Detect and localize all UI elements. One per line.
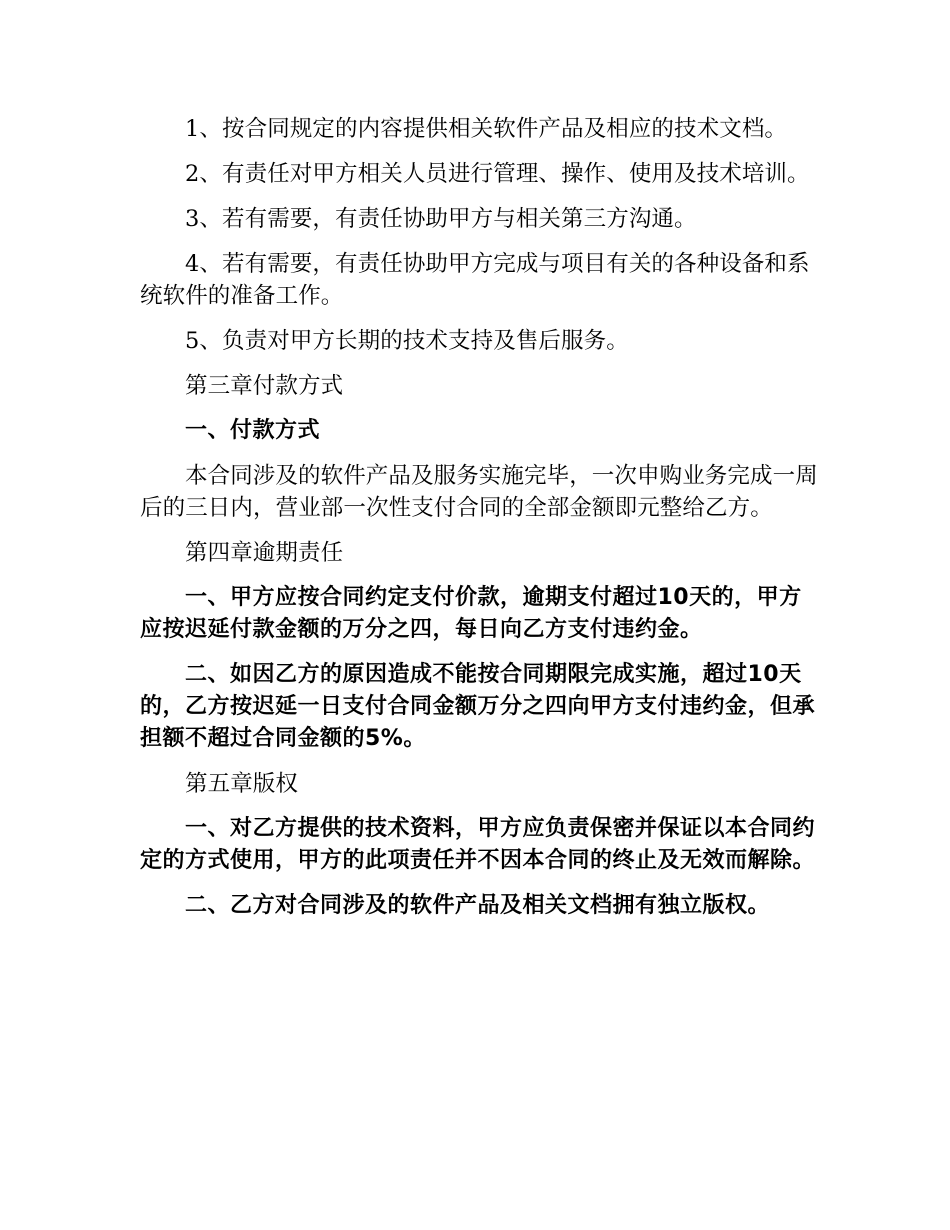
paragraph-obligation-4: 4、若有需要，有责任协助甲方完成与项目有关的各种设备和系统软件的准备工作。: [140, 251, 810, 309]
paragraph-obligation-2: 2、有责任对甲方相关人员进行管理、操作、使用及技术培训。: [185, 161, 810, 187]
paragraph-obligation-5: 5、负责对甲方长期的技术支持及售后服务。: [185, 328, 629, 354]
chapter-heading-payment: 第三章付款方式: [185, 373, 344, 399]
paragraph-obligation-3: 3、若有需要，有责任协助甲方与相关第三方沟通。: [185, 206, 697, 232]
section-heading-payment-method: 一、付款方式: [185, 418, 321, 443]
document-page: [140, 113, 820, 935]
chapter-heading-overdue: 第四章逾期责任: [185, 540, 344, 566]
paragraph-overdue-party-a: 一、甲方应按合同约定支付价款，逾期支付超过10天的，甲方应按迟延付款金额的万分之四，每日向乙方支付违约金。: [140, 585, 802, 642]
paragraph-overdue-party-b: 二、如因乙方的原因造成不能按合同期限完成实施，超过10天的，乙方按迟延一日支付合同金额万分之四向甲方支付违约金，但承担额不超过合同金额的5%。: [140, 662, 816, 751]
paragraph-obligation-1: 1、按合同规定的内容提供相关软件产品及相应的技术文档。: [185, 116, 788, 142]
paragraph-copyright-1: 一、对乙方提供的技术资料，甲方应负责保密并保证以本合同约定的方式使用，甲方的此项责任并不因本合同的终止及无效而解除。: [140, 816, 816, 873]
paragraph-payment-terms: 本合同涉及的软件产品及服务实施完毕，一次申购业务完成一周后的三日内，营业部一次性支付合同的全部金额即元整给乙方。: [140, 463, 818, 521]
paragraph-copyright-2: 二、乙方对合同涉及的软件产品及相关文档拥有独立版权。: [185, 893, 771, 918]
chapter-heading-copyright: 第五章版权: [185, 771, 299, 797]
